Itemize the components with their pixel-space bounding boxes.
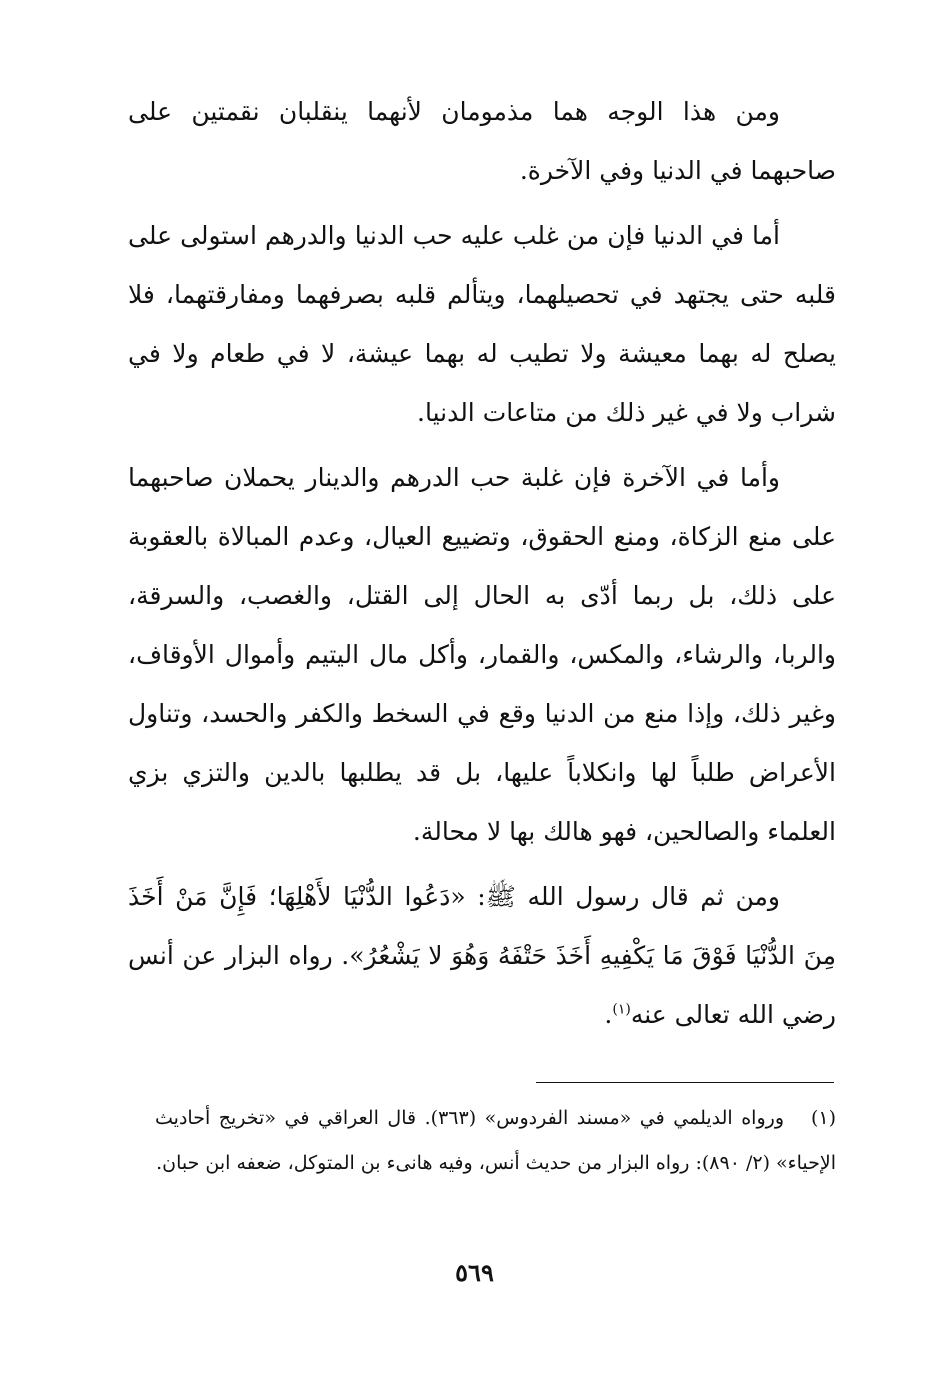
page-number: ٥٦٩ [455,1258,494,1287]
footnote-separator [536,1082,834,1083]
paragraph-1: ومن هذا الوجه هما مذمومان لأنهما ينقلبان نقمتين على صاحبهما في الدنيا وفي الآخرة. [128,97,836,185]
footnote-1 [155,1096,836,1186]
footnote-text: ورواه الديلمي في «مسند الفردوس» (٣٦٣). قال العراقي في «تخريج أحاديث الإحياء» (٢/ ٨٩٠): رواه البزار من حديث أنس، وفيه هانىء بن المتوكل، ضعفه ابن حبان. [155,1107,836,1174]
hadith-source: . رواه البزار عن أنس رضي الله تعالى عنه [128,941,836,1029]
hadith-quote: «دَعُوا الدُّنْيَا لأَهْلِهَا؛ فَإِنَّ مَنْ أَخَذَ مِنَ الدُّنْيَا فَوْقَ مَا يَكْفِيهِ أَخَذَ حَتْفَهُ وَهُوَ لا يَشْعُرُ» [128,882,836,970]
paragraph-hadith [128,867,836,1044]
hadith-end: . [604,1000,613,1029]
paragraph-3: وأما في الآخرة فإن غلبة حب الدرهم والدينار يحملان صاحبهما على منع الزكاة، ومنع الحقوق، وتضييع العيال، وعدم المبالاة بالعقوبة على ذلك، بل ربما أدّى به الحال إلى القتل، والغصب، والسرقة، والربا، والرشاء، والمكس، والقمار، وأكل مال اليتيم وأموال الأوقاف، وغير ذلك، وإذا منع من الدنيا وقع في السخط والكفر والحسد، وتناول الأعراض طلباً لها وانكلاباً عليها، بل قد يطلبها بالدين والتزي بزي العلماء والصالحين، فهو هالك بها لا محالة. [128,463,836,846]
paragraph-2: أما في الدنيا فإن من غلب عليه حب الدنيا والدرهم استولى على قلبه حتى يجتهد في تحصيلهما، ويتألم قلبه بصرفهما ومفارقتهما، فلا يصلح له بهما معيشة ولا تطيب له بهما عيشة، لا في طعام ولا في شراب ولا في غير ذلك من متاعات الدنيا. [128,221,836,427]
hadith-intro: ومن ثم قال رسول الله ﷺ: [465,882,781,911]
footnote-ref[interactable]: (١) [612,1001,631,1018]
footnotes [155,1096,836,1186]
main-text [128,82,836,1050]
footnote-number: (١) [810,1107,836,1129]
